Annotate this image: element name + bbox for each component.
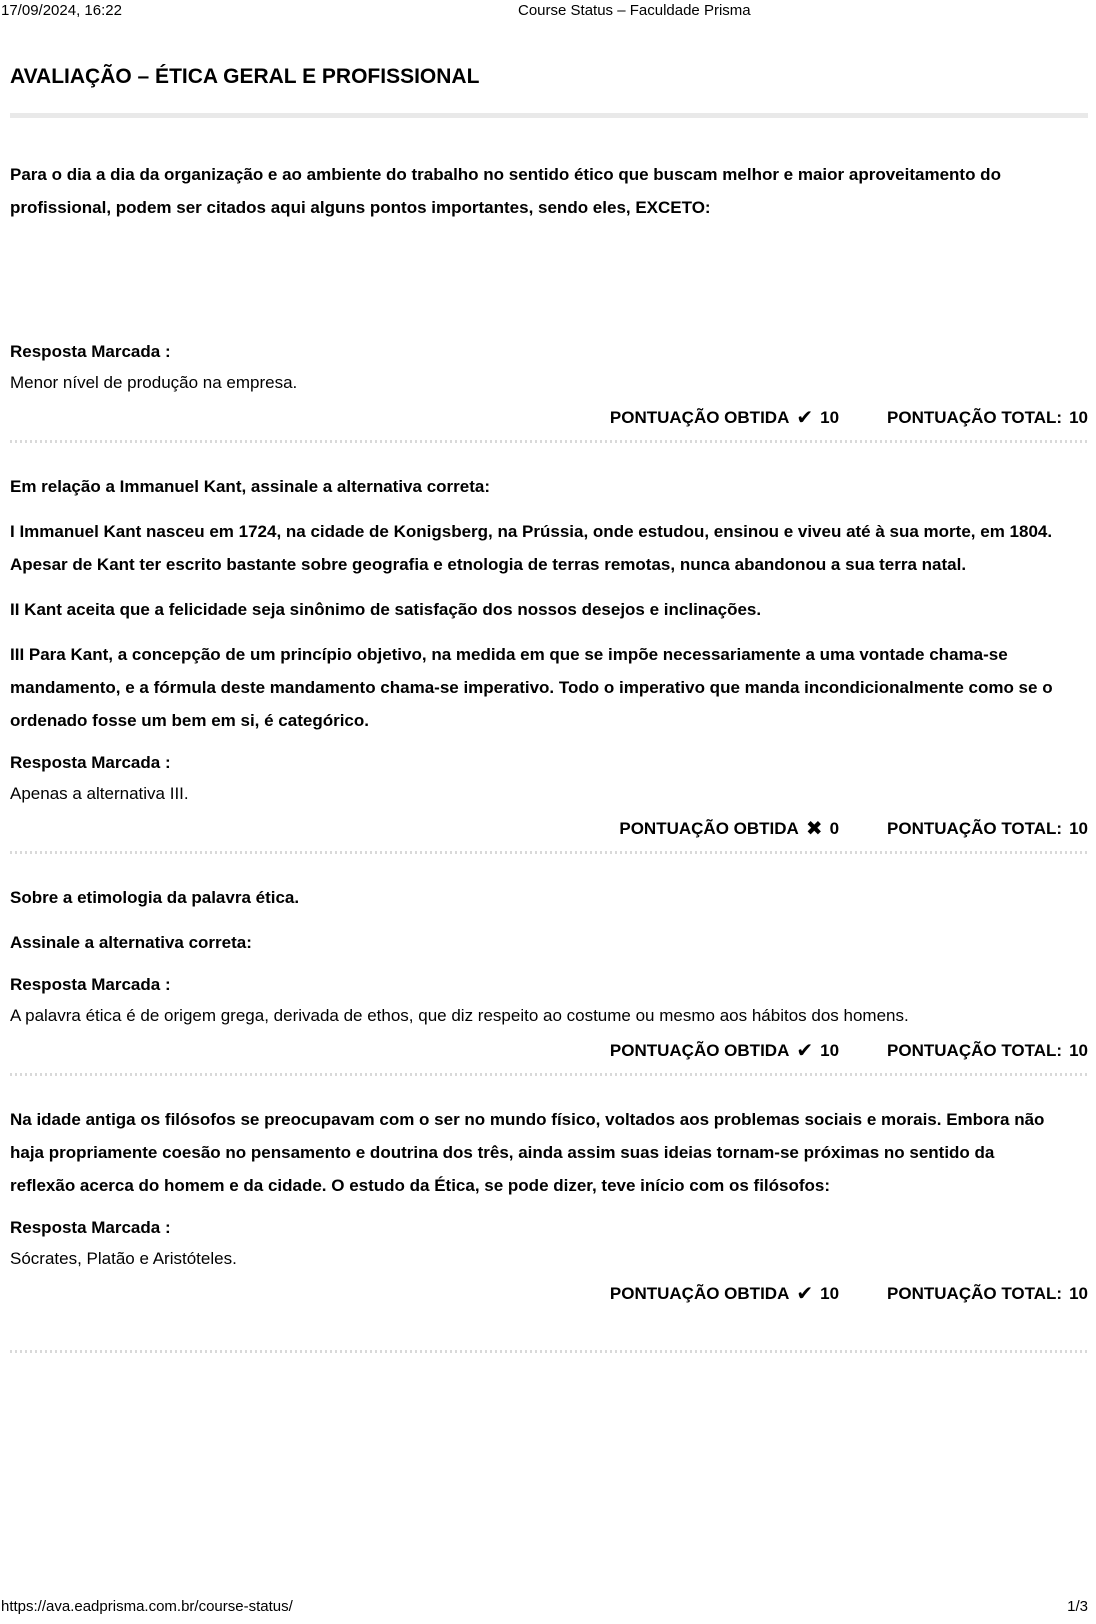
question-item-iii: III Para Kant, a concepção de um princípio objetivo, na medida em que se impõe necessariamente a uma vontade chama-se mandamento, e a fórmula deste mandamento chama-se imperativo. Todo o imperativo que manda incondicionalmente como se o ordenado fosse um bem em si, é categórico.	[10, 645, 1053, 730]
pontuacao-total-label: PONTUAÇÃO TOTAL:	[887, 1041, 1063, 1060]
marked-answer-label: Resposta Marcada :	[10, 342, 171, 361]
pontuacao-total-value: 10	[1069, 819, 1088, 838]
pontuacao-obtida-value: 10	[820, 408, 840, 427]
marked-answer-label: Resposta Marcada :	[10, 975, 171, 994]
pontuacao-obtida-label: PONTUAÇÃO OBTIDA	[609, 408, 790, 427]
page-content	[0, 20, 1096, 1353]
check-icon: ✔	[796, 1283, 814, 1305]
pontuacao-obtida-value: 10	[820, 1284, 840, 1303]
question-text: Sobre a etimologia da palavra ética.	[10, 888, 300, 907]
pontuacao-total-value: 10	[1069, 1284, 1088, 1303]
question-text: Na idade antiga os filósofos se preocupavam com o ser no mundo físico, voltados aos problemas sociais e morais. Embora não haja propriamente coesão no pensamento e doutrina dos três, ainda assim suas ideias tornam-se próximas no sentido da reflexão acerca do homem e da cidade. O estudo da Ética, se pode dizer, teve início com os filósofos:	[10, 1110, 1045, 1195]
score-obtained	[610, 406, 839, 430]
question-block-4	[10, 1076, 1088, 1353]
question-block-3	[10, 854, 1088, 1076]
marked-answer: Menor nível de produção na empresa.	[10, 373, 298, 392]
question-text: Em relação a Immanuel Kant, assinale a alternativa correta:	[10, 477, 490, 496]
marked-answer: A palavra ética é de origem grega, derivada de ethos, que diz respeito ao costume ou mesmo aos hábitos dos homens.	[10, 1006, 909, 1025]
question-block-1	[10, 118, 1088, 443]
score-total	[887, 817, 1088, 841]
score-row	[10, 1282, 1088, 1306]
pontuacao-obtida-label: PONTUAÇÃO OBTIDA	[609, 1284, 790, 1303]
marked-answer-label: Resposta Marcada :	[10, 1218, 171, 1237]
score-total	[887, 406, 1088, 430]
pontuacao-total-label: PONTUAÇÃO TOTAL:	[887, 408, 1063, 427]
footer-url: https://ava.eadprisma.com.br/course-status/	[1, 1598, 293, 1615]
cross-icon: ✖	[805, 818, 823, 840]
page-title: AVALIAÇÃO – ÉTICA GERAL E PROFISSIONAL	[10, 65, 480, 88]
header-document-title: Course Status – Faculdade Prisma	[518, 2, 751, 19]
check-icon: ✔	[796, 1040, 814, 1062]
marked-answer: Apenas a alternativa III.	[10, 784, 189, 803]
footer-page-number: 1/3	[1067, 1598, 1088, 1615]
marked-answer: Sócrates, Platão e Aristóteles.	[10, 1249, 237, 1268]
question-instruction: Assinale a alternativa correta:	[10, 933, 252, 952]
pontuacao-obtida-value: 10	[820, 1041, 840, 1060]
score-total	[887, 1039, 1088, 1063]
score-row	[10, 1039, 1088, 1063]
score-row	[10, 817, 1088, 841]
question-item-i: I Immanuel Kant nasceu em 1724, na cidade de Konigsberg, na Prússia, onde estudou, ensinou e viveu até à sua morte, em 1804. Apesar de Kant ter escrito bastante sobre geografia e etnologia de terras remotas, nunca abandonou a sua terra natal.	[10, 522, 1053, 574]
pontuacao-total-label: PONTUAÇÃO TOTAL:	[887, 819, 1063, 838]
question-divider	[10, 1350, 1088, 1353]
question-spacer	[10, 236, 1088, 338]
question-text: Para o dia a dia da organização e ao ambiente do trabalho no sentido ético que buscam melhor e maior aproveitamento do profissional, podem ser citados aqui alguns pontos importantes, sendo eles, EXCETO:	[10, 165, 1001, 217]
pontuacao-obtida-value: 0	[829, 819, 840, 838]
pontuacao-obtida-label: PONTUAÇÃO OBTIDA	[619, 819, 799, 838]
pontuacao-total-label: PONTUAÇÃO TOTAL:	[887, 1284, 1063, 1303]
score-obtained	[610, 1039, 839, 1063]
check-icon: ✔	[796, 407, 814, 429]
pontuacao-total-value: 10	[1069, 408, 1088, 427]
pontuacao-obtida-label: PONTUAÇÃO OBTIDA	[609, 1041, 790, 1060]
header-datetime: 17/09/2024, 16:22	[1, 2, 122, 19]
score-obtained	[610, 1282, 839, 1306]
question-item-ii: II Kant aceita que a felicidade seja sinônimo de satisfação dos nossos desejos e inclinações.	[10, 600, 762, 619]
score-obtained	[619, 817, 839, 841]
pontuacao-total-value: 10	[1069, 1041, 1088, 1060]
score-row	[10, 406, 1088, 430]
marked-answer-label: Resposta Marcada :	[10, 753, 171, 772]
question-block-2	[10, 443, 1088, 854]
score-total	[887, 1282, 1088, 1306]
